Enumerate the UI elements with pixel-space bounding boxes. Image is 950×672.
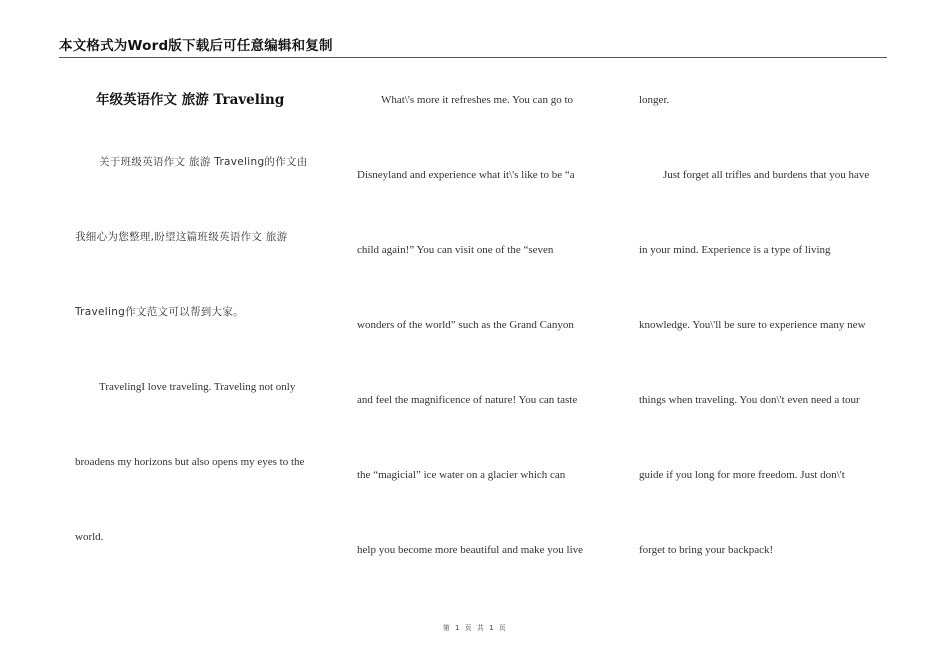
text-line: Disneyland and experience what it\'s like to be “a	[357, 169, 575, 181]
text-line: broadens my horizons but also opens my eyes to the	[75, 456, 305, 468]
header-text: 本文格式为Word版下载后可任意编辑和复制	[59, 38, 333, 54]
text-line: 我细心为您整理,盼望这篇班级英语作文 旅游	[75, 231, 288, 243]
text-line: and feel the magnificence of nature! You can taste	[357, 394, 578, 406]
page-header	[59, 34, 887, 58]
text-line: forget to bring your backpack!	[639, 544, 774, 556]
text-line: 关于班级英语作文 旅游 Traveling的作文由	[99, 156, 308, 168]
text-line: longer.	[639, 94, 670, 106]
text-line: Traveling作文范文可以帮到大家。	[75, 306, 244, 318]
text-line: TravelingI love traveling. Traveling not only	[99, 381, 296, 393]
text-line: wonders of the world” such as the Grand Canyon	[357, 319, 574, 331]
text-line: help you become more beautiful and make you live	[357, 544, 584, 556]
text-line: knowledge. You\'ll be sure to experience many new	[639, 319, 866, 331]
text-line: world.	[75, 531, 104, 543]
text-line: guide if you long for more freedom. Just don\'t	[639, 469, 845, 481]
page-number: 第 1 页 共 1 页	[442, 624, 508, 632]
text-line: the “magicial” ice water on a glacier which can	[357, 469, 566, 481]
text-line: child again!” You can visit one of the “seven	[357, 244, 554, 256]
text-line: in your mind. Experience is a type of living	[639, 244, 831, 256]
document-title: 年级英语作文 旅游 Traveling	[96, 92, 285, 108]
text-line: things when traveling. You don\'t even need a tour	[639, 394, 860, 406]
text-line: What\'s more it refreshes me. You can go to	[381, 94, 573, 106]
page-footer	[0, 623, 950, 633]
text-line: Just forget all trifles and burdens that you have	[663, 169, 870, 181]
